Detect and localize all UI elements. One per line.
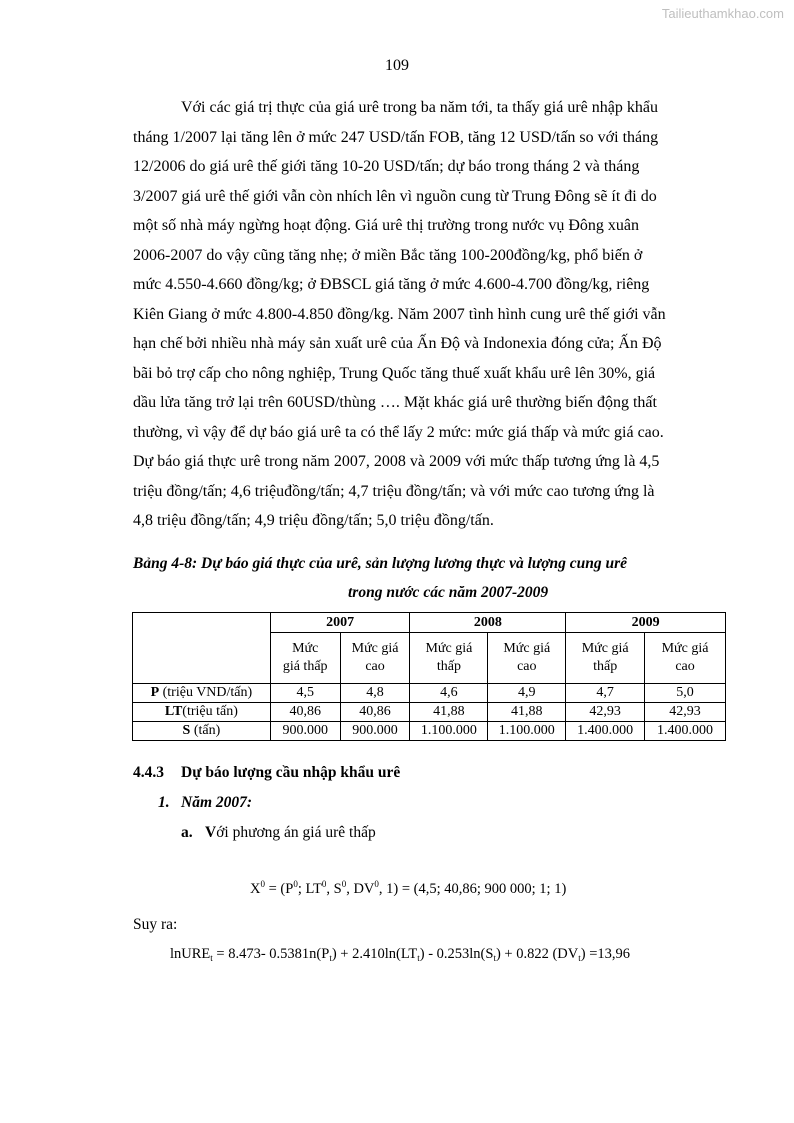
watermark: Tailieuthamkhao.com xyxy=(661,6,784,21)
formula-x0: $X^0 = (P^0$; $LT^0$, $S^0$, $DV^0$, 1) = (4,5; 40,86; 900 000; 1; 1) xyxy=(250,879,567,897)
subsection-title: Năm 2007: xyxy=(181,794,253,811)
paragraph-line: thường, vì vậy để dự báo giá urê ta có thể lấy 2 mức: mức giá thấp và mức giá cao. xyxy=(133,423,664,441)
table-cell: 42,93 xyxy=(645,703,726,722)
paragraph-line: Với các giá trị thực của giá urê trong ba năm tới, ta thấy giá urê nhập khẩu xyxy=(181,99,658,116)
paragraph-line: triệu đồng/tấn; 4,6 triệuđồng/tấn; 4,7 triệu đồng/tấn; và với mức cao tương ứng là xyxy=(133,482,655,500)
paragraph-line: dầu lửa tăng trở lại trên 60USD/thùng …. Mặt khác giá urê thường biến động thất xyxy=(133,394,657,411)
section-number: 4.4.3 xyxy=(133,764,164,781)
option-letter: a. xyxy=(181,824,193,841)
paragraph-line: 2006-2007 do vậy cũng tăng nhẹ; ở miền Bắc tăng 100-200đồng/kg, phổ biến ở xyxy=(133,246,643,264)
forecast-table xyxy=(132,612,726,741)
row-label: S (tấn) xyxy=(133,722,271,741)
option-title: ới phương án giá urê thấp xyxy=(216,824,376,841)
table-cell: 900.000 xyxy=(270,722,340,741)
paragraph-line: tháng 1/2007 lại tăng lên ở mức 247 USD/tấn FOB, tăng 12 USD/tấn so với tháng xyxy=(133,128,659,146)
table-cell: 4,7 xyxy=(566,684,645,703)
table-cell: 41,88 xyxy=(488,703,566,722)
option-first-letter: V xyxy=(205,824,217,841)
table-cell: 4,8 xyxy=(340,684,410,703)
page-number: 109 xyxy=(385,57,409,74)
paragraph-line: mức 4.550-4.660 đồng/kg; ở ĐBSCL giá tăng ở mức 4.600-4.700 đồng/kg, riêng xyxy=(133,276,650,293)
table-cell: 900.000 xyxy=(340,722,410,741)
table-cell: 5,0 xyxy=(645,684,726,703)
paragraph-line: hạn chế bởi nhiều nhà máy sản xuất urê của Ấn Độ và Indonexia đóng cửa; Ấn Độ xyxy=(133,335,662,352)
section-title: Dự báo lượng cầu nhập khẩu urê xyxy=(181,764,401,781)
price-level-header: Mức giá cao xyxy=(340,633,410,684)
table-row xyxy=(133,703,726,722)
row-label: LT(triệu tấn) xyxy=(133,703,271,722)
table-cell: 1.100.000 xyxy=(410,722,488,741)
table-cell: 4,9 xyxy=(488,684,566,703)
price-level-header: Mức giá thấp xyxy=(410,633,488,684)
paragraph-line: 4,8 triệu đồng/tấn; 4,9 triệu đồng/tấn; 5,0 triệu đồng/tấn. xyxy=(133,512,494,529)
formula-lnure: lnURE$_t$ = 8.473- $0.5381n(P_t) + 2.410\ln(LT_t) - 0.253\ln(S_t) + 0.822$ $(DV_t) =13,96$ xyxy=(170,946,631,963)
table-cell: 41,88 xyxy=(410,703,488,722)
paragraph-line: Kiên Giang ở mức 4.800-4.850 đồng/kg. Năm 2007 tình hình cung urê thế giới vẫn xyxy=(133,305,666,323)
table-cell: 4,5 xyxy=(270,684,340,703)
paragraph-line: 12/2006 do giá urê thế giới tăng 10-20 USD/tấn; dự báo trong tháng 2 và tháng xyxy=(133,158,640,175)
table-cell: 42,93 xyxy=(566,703,645,722)
price-level-header: Mức giá cao xyxy=(488,633,566,684)
option-heading xyxy=(181,824,376,842)
table-row xyxy=(133,684,726,703)
price-level-header: Mức giá thấp xyxy=(270,633,340,684)
year-header: 2007 xyxy=(270,613,410,633)
subsection-number: 1. xyxy=(158,794,170,811)
paragraph-line: một số nhà máy ngừng hoạt động. Giá urê thị trường trong nước vụ Đông xuân xyxy=(133,217,639,234)
table-caption-line2: trong nước các năm 2007-2009 xyxy=(348,584,549,601)
body-paragraph xyxy=(133,93,718,536)
table-cell: 1.400.000 xyxy=(645,722,726,741)
table-cell: 1.400.000 xyxy=(566,722,645,741)
table-cell: 4,6 xyxy=(410,684,488,703)
paragraph-line: bãi bỏ trợ cấp cho nông nghiệp, Trung Quốc tăng thuế xuất khẩu urê lên 30%, giá xyxy=(133,364,656,382)
suy-ra-label: Suy ra: xyxy=(133,916,178,933)
table-caption: Bảng 4-8: Dự báo giá thực của urê, sản lượng lương thực và lượng cung urê xyxy=(133,555,628,572)
paragraph-line: Dự báo giá thực urê trong năm 2007, 2008 và 2009 với mức thấp tương ứng là 4,5 xyxy=(133,453,660,470)
table-header-row xyxy=(133,613,726,633)
price-level-header: Mức giá thấp xyxy=(566,633,645,684)
table-row xyxy=(133,722,726,741)
row-label: P (triệu VND/tấn) xyxy=(133,684,271,703)
year-header: 2009 xyxy=(566,613,726,633)
table-corner-cell xyxy=(133,613,271,684)
table-cell: 1.100.000 xyxy=(488,722,566,741)
paragraph-line: 3/2007 giá urê thế giới vẫn còn nhích lên vì nguồn cung từ Trung Đông sẽ ít đi do xyxy=(133,187,657,205)
year-header: 2008 xyxy=(410,613,566,633)
subsection-heading xyxy=(158,794,252,812)
price-level-header: Mức giá cao xyxy=(645,633,726,684)
table-cell: 40,86 xyxy=(270,703,340,722)
section-heading xyxy=(133,764,400,782)
table-cell: 40,86 xyxy=(340,703,410,722)
